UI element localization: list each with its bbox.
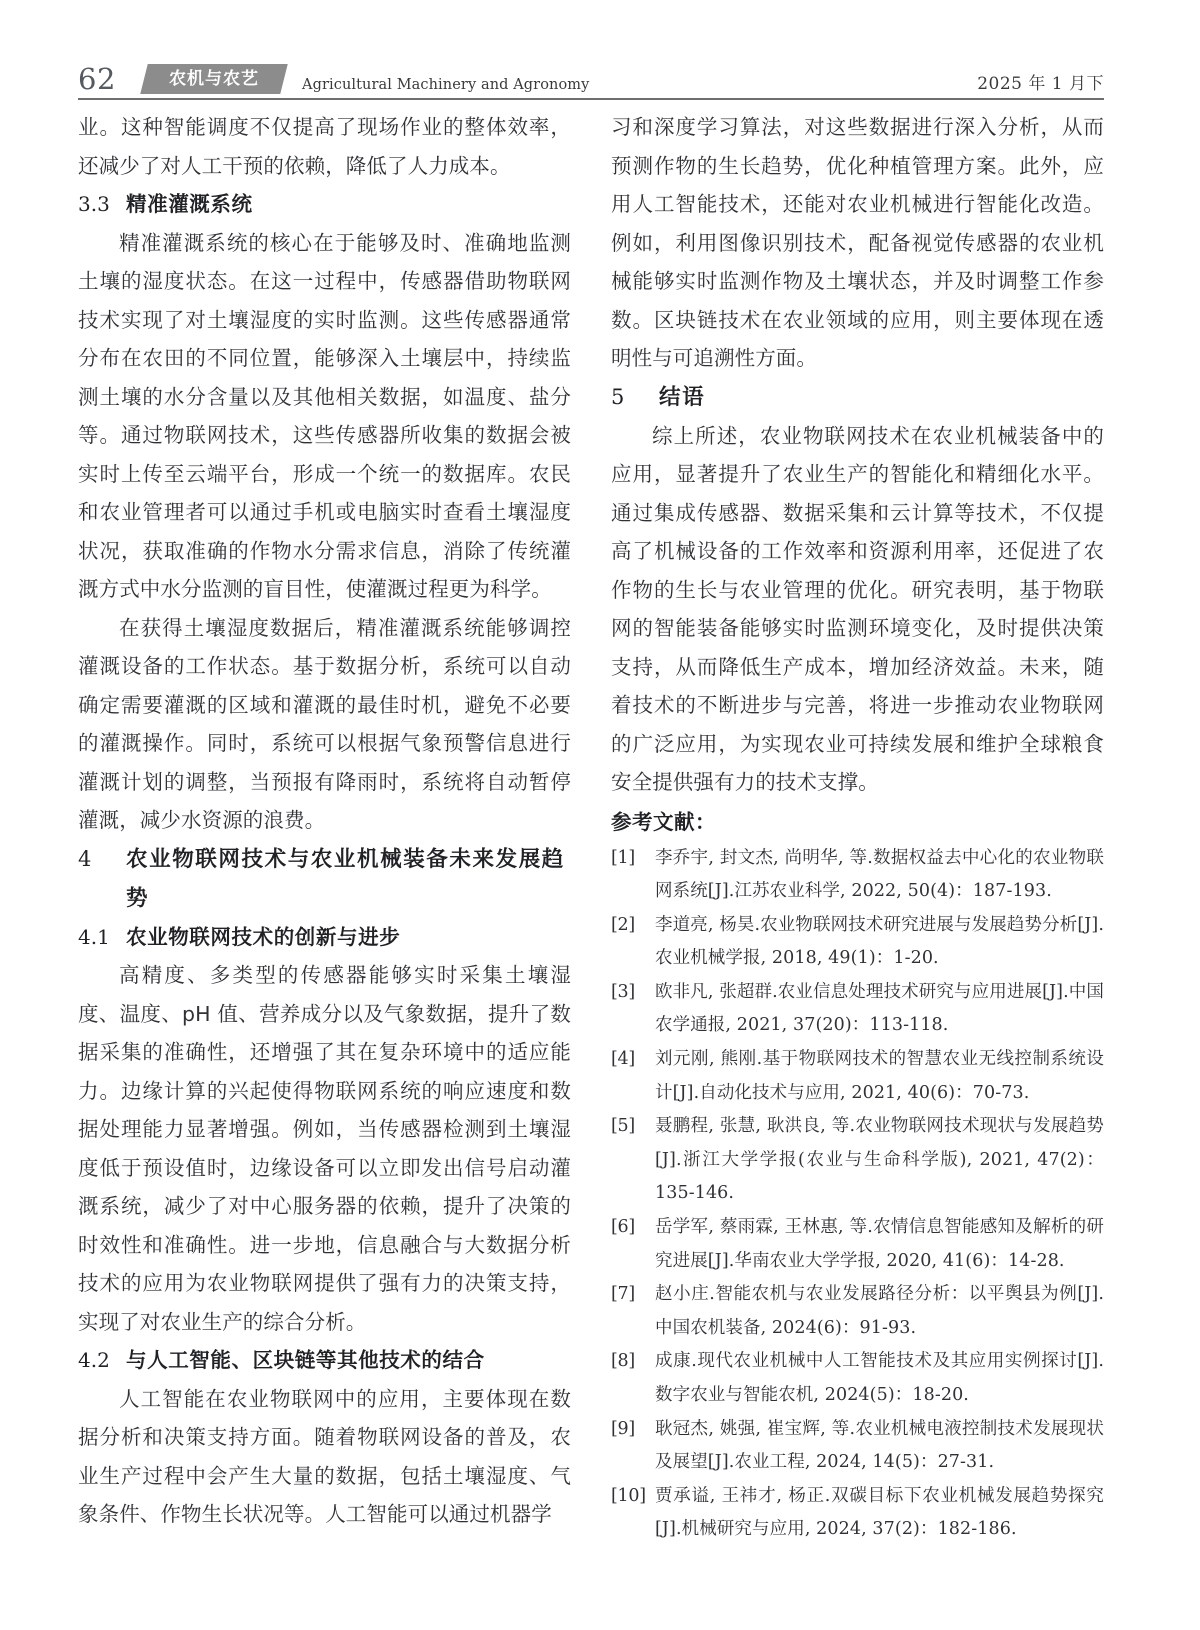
reference-item — [611, 842, 1104, 909]
heading-4 — [78, 840, 571, 918]
reference-item — [611, 1110, 1104, 1211]
heading-3-3-text: 精准灌溉系统 — [126, 192, 253, 216]
reference-number: [4] — [611, 1049, 635, 1070]
paragraph-4-2-continued: 习和深度学习算法，对这些数据进行深入分析，从而预测作物的生长趋势，优化种植管理方案。此外，应用人工智能技术，还能对农业机械进行智能化改造。例如，利用图像识别技术，配备视觉传感器的农业机械能够实时监测作物及土壤状态，并及时调整工作参数。区块链技术在农业领域的应用，则主要体现在透明性与可追溯性方面。 — [611, 115, 1104, 370]
reference-text: 李道亮, 杨昊.农业物联网技术研究进展与发展趋势分析[J].农业机械学报, 2018, 49(1)：1-20. — [655, 914, 1104, 969]
reference-number: [6] — [611, 1217, 635, 1238]
left-column — [78, 108, 571, 1547]
paragraph-5: 综上所述，农业物联网技术在农业机械装备中的应用，显著提升了农业生产的智能化和精细化水平。通过集成传感器、数据采集和云计算等技术，不仅提高了机械设备的工作效率和资源利用率，还促进了农作物的生长与农业管理的优化。研究表明，基于物联网的智能装备能够实时监测环境变化，及时提供决策支持，从而降低生产成本，增加经济效益。未来，随着技术的不断进步与完善，将进一步推动农业物联网的广泛应用，为实现农业可持续发展和维护全球粮食安全提供强有力的技术支撑。 — [611, 423, 1104, 794]
reference-number: [10] — [611, 1485, 646, 1506]
reference-number: [2] — [611, 914, 635, 935]
heading-4-2-text: 与人工智能、区块链等其他技术的结合 — [126, 1348, 485, 1372]
heading-4-2-number: 4.2 — [78, 1348, 110, 1372]
reference-number: [9] — [611, 1418, 635, 1439]
reference-number: [1] — [611, 847, 635, 868]
heading-5-number: 5 — [611, 384, 625, 409]
paragraph-3-3-2: 在获得土壤湿度数据后，精准灌溉系统能够调控灌溉设备的工作状态。基于数据分析，系统可以自动确定需要灌溉的区域和灌溉的最佳时机，避免不必要的灌溉操作。同时，系统可以根据气象预警信息进行灌溉计划的调整，当预报有降雨时，系统将自动暂停灌溉，减少水资源的浪费。 — [78, 615, 571, 832]
article-columns — [78, 108, 1104, 1547]
reference-number: [7] — [611, 1284, 635, 1305]
heading-4-1-text: 农业物联网技术的创新与进步 — [126, 924, 401, 949]
heading-3-3 — [78, 185, 571, 224]
reference-text: 李乔宇, 封文杰, 尚明华, 等.数据权益去中心化的农业物联网系统[J].江苏农业科学, 2022, 50(4)：187-193. — [655, 847, 1104, 902]
reference-text: 成康.现代农业机械中人工智能技术及其应用实例探讨[J].数字农业与智能农机, 2024(5)：18-20. — [655, 1351, 1104, 1405]
page-header — [78, 56, 1104, 100]
reference-text: 聂鹏程, 张慧, 耿洪良, 等.农业物联网技术现状与发展趋势[J].浙江大学学报(农业与生命科学版), 2021, 47(2)：135-146. — [655, 1116, 1104, 1204]
journal-tag — [144, 64, 284, 94]
issue-date: 2025 年 1 月下 — [977, 74, 1104, 94]
heading-4-2 — [78, 1341, 571, 1380]
reference-number: [5] — [611, 1116, 635, 1137]
reference-item — [611, 1043, 1104, 1110]
reference-item — [611, 1413, 1104, 1480]
reference-item — [611, 1345, 1104, 1412]
reference-number: [8] — [611, 1351, 635, 1372]
references-list — [611, 842, 1104, 1547]
reference-item — [611, 976, 1104, 1043]
heading-3-3-number: 3.3 — [78, 192, 110, 216]
reference-text: 岳学军, 蔡雨霖, 王林惠, 等.农情信息智能感知及解析的研究进展[J].华南农业大学学报, 2020, 41(6)：14-28. — [655, 1217, 1104, 1271]
reference-text: 刘元刚, 熊刚.基于物联网技术的智慧农业无线控制系统设计[J].自动化技术与应用, 2021, 40(6)：70-73. — [655, 1049, 1104, 1103]
reference-number: [3] — [611, 981, 635, 1002]
heading-4-1-number: 4.1 — [78, 924, 110, 949]
heading-5-text: 结语 — [659, 384, 706, 410]
reference-item — [611, 1278, 1104, 1345]
header-divider — [78, 98, 1104, 100]
paragraph-3-3-1: 精准灌溉系统的核心在于能够及时、准确地监测土壤的湿度状态。在这一过程中，传感器借助物联网技术实现了对土壤湿度的实时监测。这些传感器通常分布在农田的不同位置，能够深入土壤层中，持续监测土壤的水分含量以及其他相关数据，如温度、盐分等。通过物联网技术，这些传感器所收集的数据会被实时上传至云端平台，形成一个统一的数据库。农民和农业管理者可以通过手机或电脑实时查看土壤湿度状况，获取准确的作物水分需求信息，消除了传统灌溉方式中水分监测的盲目性，使灌溉过程更为科学。 — [78, 230, 571, 601]
reference-item — [611, 1211, 1104, 1278]
reference-item — [611, 909, 1104, 976]
journal-tag-label: 农机与农艺 — [169, 69, 259, 89]
heading-4-number: 4 — [78, 846, 92, 871]
reference-text: 贾承谥, 王祎才, 杨正.双碳目标下农业机械发展趋势探究[J].机械研究与应用, 2024, 37(2)：182-186. — [655, 1485, 1104, 1540]
reference-text: 欧非凡, 张超群.农业信息处理技术研究与应用进展[J].中国农学通报, 2021, 37(20)：113-118. — [655, 981, 1104, 1036]
heading-4-1 — [78, 918, 571, 957]
reference-text: 赵小庄.智能农机与农业发展路径分析：以平舆县为例[J].中国农机装备, 2024(6)：91-93. — [655, 1284, 1104, 1338]
reference-item — [611, 1480, 1104, 1547]
paragraph-continued: 业。这种智能调度不仅提高了现场作业的整体效率，还减少了对人工干预的依赖，降低了人力成本。 — [78, 115, 571, 178]
journal-title-english: Agricultural Machinery and Agronomy — [302, 77, 590, 93]
page-number: 62 — [78, 62, 116, 96]
reference-text: 耿冠杰, 姚强, 崔宝辉, 等.农业机械电液控制技术发展现状及展望[J].农业工程, 2024, 14(5)：27-31. — [655, 1418, 1104, 1473]
right-column — [611, 108, 1104, 1547]
paragraph-4-1: 高精度、多类型的传感器能够实时采集土壤湿度、温度、pH 值、营养成分以及气象数据，提升了数据采集的准确性，还增强了其在复杂环境中的适应能力。边缘计算的兴起使得物联网系统的响应速度和数据处理能力显著增强。例如，当传感器检测到土壤湿度低于预设值时，边缘设备可以立即发出信号启动灌溉系统，减少了对中心服务器的依赖，提升了决策的时效性和准确性。进一步地，信息融合与大数据分析技术的应用为农业物联网提供了强有力的决策支持，实现了对农业生产的综合分析。 — [78, 963, 571, 1334]
references-heading: 参考文献： — [611, 809, 716, 834]
heading-4-text: 农业物联网技术与农业机械装备未来发展趋势 — [126, 846, 565, 911]
heading-5 — [611, 378, 1104, 417]
paragraph-4-2: 人工智能在农业物联网中的应用，主要体现在数据分析和决策支持方面。随着物联网设备的普及，农业生产过程中会产生大量的数据，包括土壤湿度、气象条件、作物生长状况等。人工智能可以通过机器学 — [78, 1386, 571, 1526]
